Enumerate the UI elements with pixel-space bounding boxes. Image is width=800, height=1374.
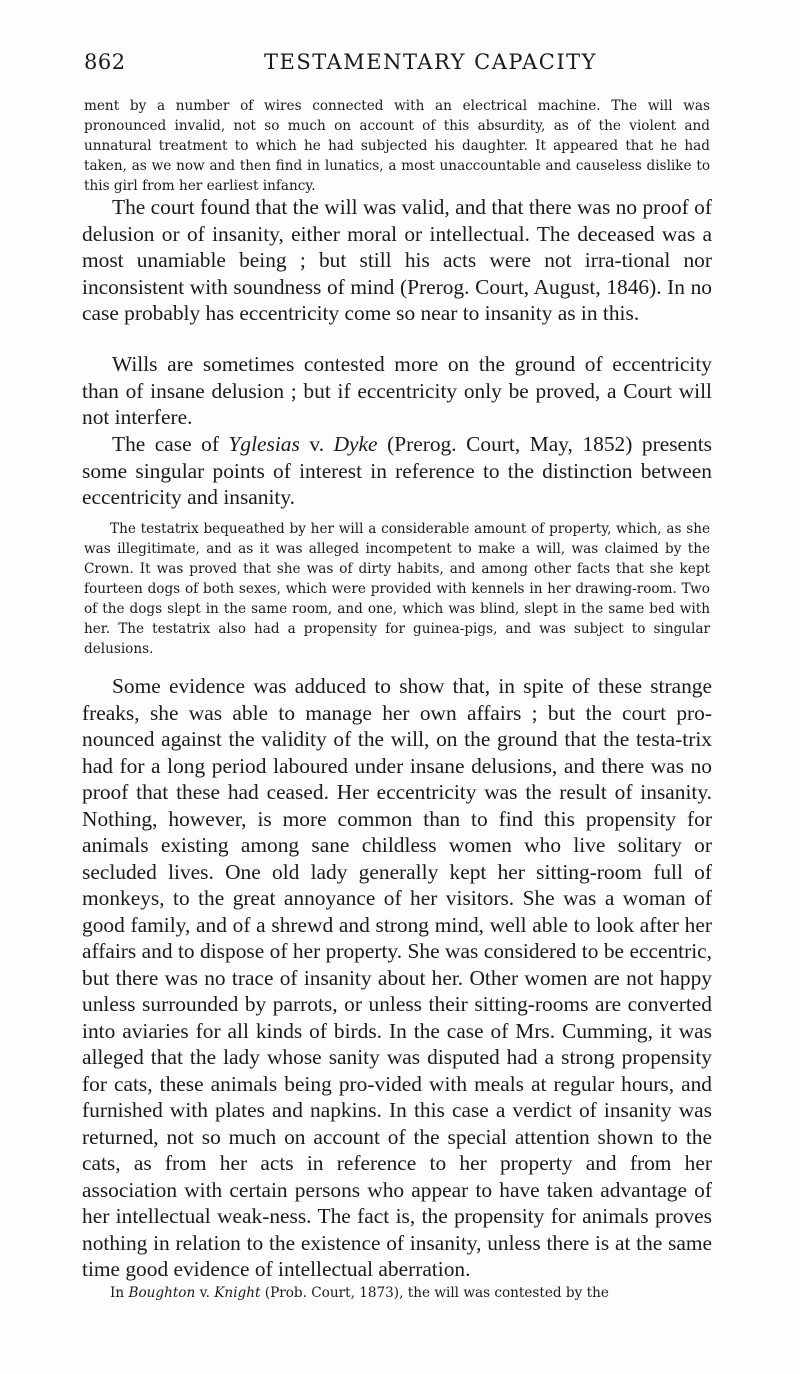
paragraph-1: ment by a number of wires connected with an electrical machine. The will was pronounced invalid, not so much on account of this absurdity, as of the violent and unnatural treatment to which he had subjected his daughter. It appeared that he had taken, as we now and then find in lunatics, a most unaccountable and causeless dislike to this girl from her earliest infancy.	[84, 98, 710, 194]
paragraph-7-post: (Prob. Court, 1873), the will was contested by the	[260, 1285, 609, 1301]
paragraph-2: The court found that the will was valid, and that there was no proof of delusion or of insanity, either moral or intellectual. The deceased was a most unamiable being ; but still his acts were not irra-tional nor inconsistent with soundness of mind (Prerog. Court, August, 1846). In no case probably has eccentricity come so near to insanity as in this.	[82, 195, 712, 325]
case-name-defendant-2: Knight	[214, 1285, 261, 1301]
paragraph-4	[82, 431, 712, 511]
paragraph-7-pre: In	[110, 1285, 129, 1301]
paragraph-5: The testatrix bequeathed by her will a considerable amount of property, which, as she was illegitimate, and as it was alleged incompetent to make a will, was claimed by the Crown. It was proved that she was of dirty habits, and among other facts that she kept fourteen dogs of both sexes, which were provided with kennels in her drawing-room. Two of the dogs slept in the same room, and one, which was blind, slept in the same bed with her. The testatrix also had a propensity for guinea-pigs, and was subject to singular delusions.	[84, 521, 710, 657]
case-name-defendant: Dyke	[333, 432, 378, 456]
case-name-plaintiff-2: Boughton	[128, 1285, 196, 1301]
page-header	[84, 50, 712, 84]
paragraph-3: Wills are sometimes contested more on the ground of eccentricity than of insane delusion ; but if eccentricity only be proved, a Court will not interfere.	[82, 352, 712, 429]
paragraph-6: Some evidence was adduced to show that, in spite of these strange freaks, she was able to manage her own affairs ; but the court pro-nounced against the validity of the will, on the ground that the testa-trix had for a long period laboured under insane delusions, and there was no proof that these had ceased. Her eccentricity was the result of insanity. Nothing, however, is more common than to find this propensity for animals existing among sane childless women who live solitary or secluded lives. One old lady generally kept her sitting-room full of monkeys, to the great annoyance of her visitors. She was a woman of good family, and of a shrewd and strong mind, well able to look after her affairs and to dispose of her property. She was considered to be eccentric, but there was no trace of insanity about her. Other women are not happy unless surrounded by parrots, or unless their sitting-rooms are converted into aviaries for all kinds of birds. In the case of Mrs. Cumming, it was alleged that the lady whose sanity was disputed had a strong propensity for cats, these animals being pro-vided with meals at regular hours, and furnished with plates and napkins. In this case a verdict of insanity was returned, not so much on account of the special attention shown to the cats, as from her acts in reference to her property and from her association with certain persons who appear to have taken advantage of her intellectual weak-ness. The fact is, the propensity for animals proves nothing in relation to the existence of insanity, unless there is at the same time good evidence of intellectual aberration.	[82, 674, 712, 1281]
page-number: 862	[84, 50, 126, 74]
paragraph-4-post: (Prerog. Court, May, 1852) presents some singular points of interest in reference to the distinction between eccentricity and insanity.	[82, 432, 712, 509]
running-head: TESTAMENTARY CAPACITY	[264, 50, 598, 74]
paragraph-4-pre: The case of	[112, 432, 229, 456]
paragraph-7	[84, 1283, 710, 1303]
case-versus-2: v.	[195, 1285, 215, 1301]
case-name-plaintiff: Yglesias	[228, 432, 300, 456]
case-versus: v.	[299, 432, 334, 456]
